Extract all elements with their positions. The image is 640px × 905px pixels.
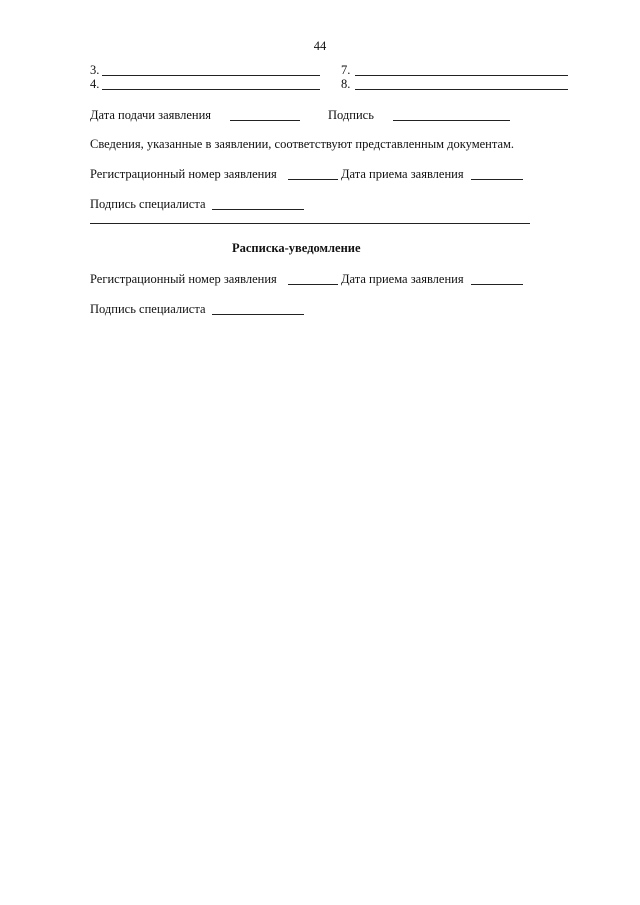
receipt-specialist-signature-blank [212, 314, 304, 315]
list-item-4-label: 4. [90, 77, 100, 91]
signature-label: Подпись [328, 108, 374, 122]
receipt-receipt-date-label: Дата приема заявления [341, 272, 464, 286]
list-item-7-blank [355, 75, 568, 76]
receipt-receipt-date-blank [471, 284, 523, 285]
specialist-signature-label: Подпись специалиста [90, 197, 206, 211]
list-item-3-label: 3. [90, 63, 100, 77]
page-number: 44 [313, 39, 327, 53]
submission-date-label: Дата подачи заявления [90, 108, 212, 122]
receipt-registration-number-label: Регистрационный номер заявления [90, 272, 277, 286]
list-item-3-blank [102, 75, 320, 76]
list-item-4-blank [102, 89, 320, 90]
list-item-7-label: 7. [341, 63, 351, 77]
receipt-specialist-signature-label: Подпись специалиста [90, 302, 206, 316]
receipt-title: Расписка-уведомление [232, 241, 361, 255]
registration-number-label: Регистрационный номер заявления [90, 167, 277, 181]
receipt-date-label: Дата приема заявления [341, 167, 464, 181]
list-item-8-label: 8. [341, 77, 351, 91]
signature-blank [393, 120, 510, 121]
submission-date-blank [230, 120, 300, 121]
documents-statement: Сведения, указанные в заявлении, соответствуют представленным документам. [90, 137, 515, 151]
list-item-8-blank [355, 89, 568, 90]
cut-separator-line [90, 223, 530, 224]
registration-number-blank [288, 179, 338, 180]
specialist-signature-blank [212, 209, 304, 210]
receipt-registration-number-blank [288, 284, 338, 285]
receipt-date-blank [471, 179, 523, 180]
